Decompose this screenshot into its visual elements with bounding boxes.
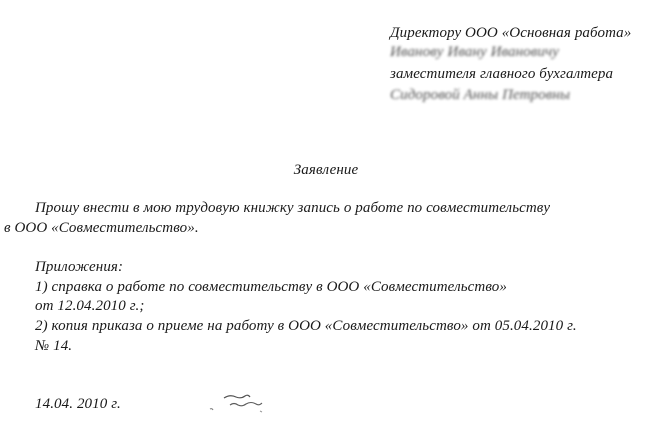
- addressee-name-line: Иванову Ивану Ивановичу: [390, 44, 559, 60]
- addressee-line: Директору ООО «Основная работа»: [390, 25, 632, 41]
- attachment-item-1: 1) справка о работе по совместительству в ООО «Совместительство»: [35, 279, 507, 295]
- document-title: Заявление: [293, 162, 359, 178]
- attachments-heading: Приложения:: [35, 259, 124, 275]
- attachment-item-2-number: № 14.: [35, 338, 73, 354]
- sender-name-line: Сидоровой Анны Петровны: [390, 87, 571, 103]
- request-text-line-1: Прошу внести в мою трудовую книжку запись о работе по совместительству: [35, 200, 551, 216]
- attachment-item-1-date: от 12.04.2010 г.;: [35, 298, 145, 314]
- sender-position-line: заместителя главного бухгалтера: [390, 66, 614, 82]
- request-text-line-2: в ООО «Совместительство».: [4, 220, 199, 236]
- attachment-item-2: 2) копия приказа о приеме на работу в ООО «Совместительство» от 05.04.2010 г.: [35, 318, 577, 334]
- document-date: 14.04. 2010 г.: [35, 396, 121, 412]
- signature-icon: [206, 389, 276, 419]
